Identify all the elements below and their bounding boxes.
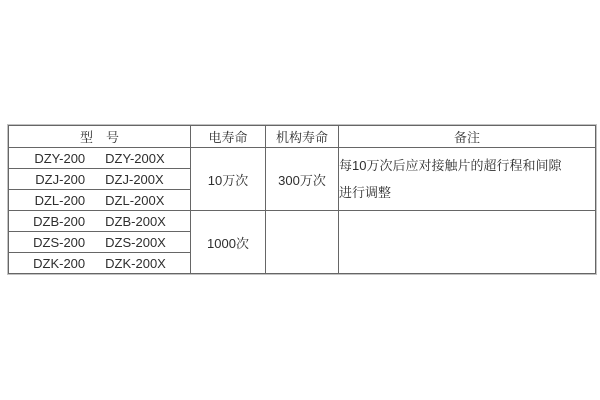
- column-header-mechanical-life: 机构寿命: [266, 126, 339, 148]
- model-number: DZY-200X: [105, 150, 165, 166]
- remark-line-2: 进行调整: [339, 184, 392, 200]
- model-cell-dzj: [9, 169, 191, 190]
- model-number: DZL-200X: [105, 192, 165, 208]
- model-cell-dzl: [9, 190, 191, 211]
- spec-table: [8, 125, 596, 274]
- electrical-life-group1: 10万次: [191, 148, 266, 211]
- model-number: DZS-200X: [105, 234, 166, 250]
- column-header-model: 型 号: [9, 126, 191, 148]
- model-number: DZB-200: [33, 213, 86, 229]
- model-number: DZL-200: [34, 192, 86, 208]
- table-header-row: [9, 126, 596, 148]
- model-number: DZB-200X: [105, 213, 166, 229]
- remark-group1: [339, 148, 596, 211]
- mechanical-life-group2: [266, 211, 339, 274]
- column-header-remarks: 备注: [339, 126, 596, 148]
- electrical-life-group2: 1000次: [191, 211, 266, 274]
- model-cell-dzb: [9, 211, 191, 232]
- model-number: DZY-200: [34, 150, 86, 166]
- remark-line-1: 每10万次后应对接触片的超行程和间隙: [339, 157, 562, 173]
- model-cell-dzs: [9, 232, 191, 253]
- model-number: DZK-200X: [105, 255, 166, 271]
- model-number: DZS-200: [33, 234, 86, 250]
- table-row: [9, 148, 596, 169]
- model-number: DZJ-200X: [105, 171, 164, 187]
- mechanical-life-group1: 300万次: [266, 148, 339, 211]
- model-number: DZJ-200: [35, 171, 86, 187]
- table-row: [9, 211, 596, 232]
- model-cell-dzk: [9, 253, 191, 274]
- remark-group2: [339, 211, 596, 274]
- column-header-electrical-life: 电寿命: [191, 126, 266, 148]
- model-number: DZK-200: [33, 255, 86, 271]
- model-cell-dzy: [9, 148, 191, 169]
